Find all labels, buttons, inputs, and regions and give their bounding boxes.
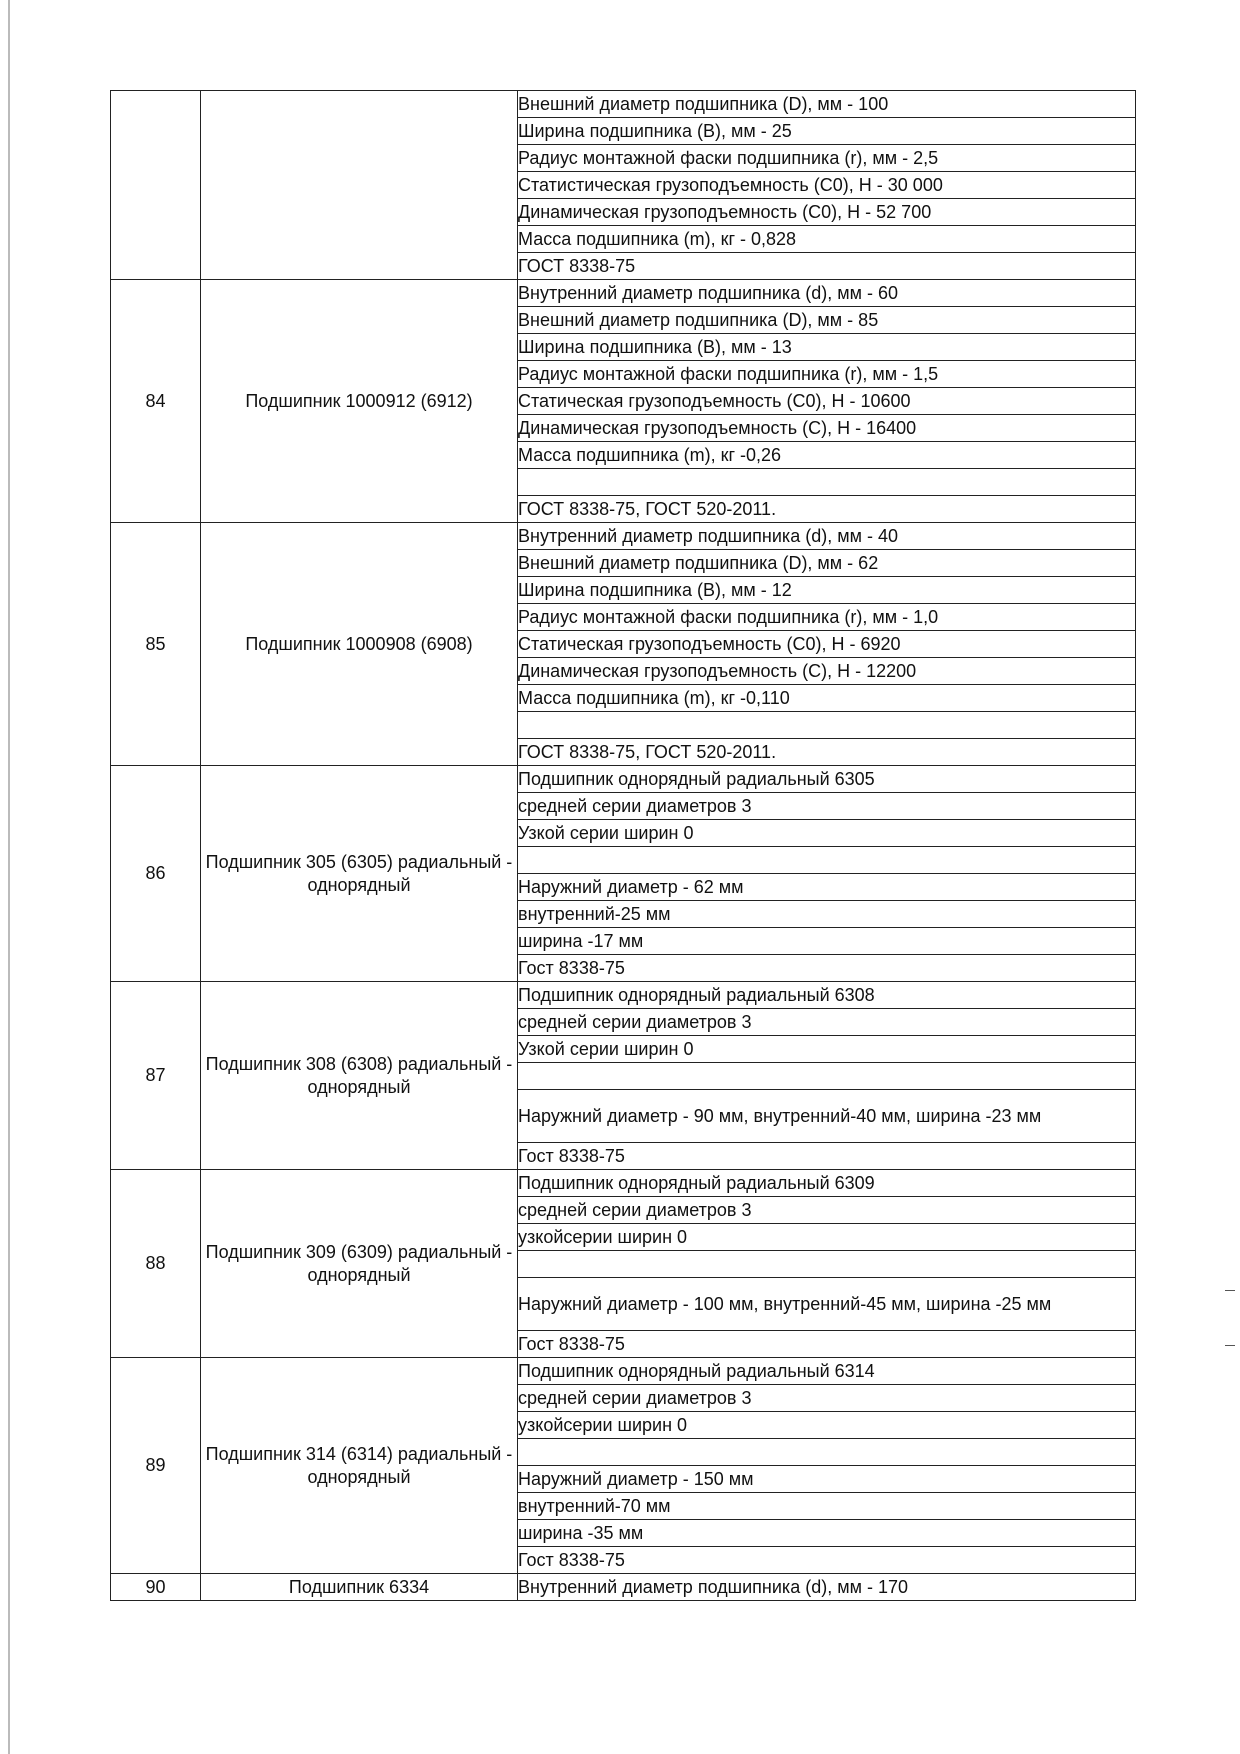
item-name: Подшипник 1000912 (6912) xyxy=(201,280,518,523)
table-row xyxy=(111,766,1136,793)
item-name: Подшипник 309 (6309) радиальный - однорядный xyxy=(201,1170,518,1358)
item-name: Подшипник 1000908 (6908) xyxy=(201,523,518,766)
item-property: Узкой серии ширин 0 xyxy=(518,1036,1136,1063)
item-number: 90 xyxy=(111,1574,201,1601)
item-property: средней серии диаметров 3 xyxy=(518,1009,1136,1036)
scan-edge-mark xyxy=(1225,1290,1235,1291)
item-name: Подшипник 314 (6314) радиальный - однорядный xyxy=(201,1358,518,1574)
spec-table-body xyxy=(111,91,1136,1601)
item-property: Динамическая грузоподъемность (C), H - 12200 xyxy=(518,658,1136,685)
item-property: Внешний диаметр подшипника (D), мм - 62 xyxy=(518,550,1136,577)
item-property xyxy=(518,847,1136,874)
item-property: Наружний диаметр - 150 мм xyxy=(518,1466,1136,1493)
item-property: Узкой серии ширин 0 xyxy=(518,820,1136,847)
item-name: Подшипник 308 (6308) радиальный - однорядный xyxy=(201,982,518,1170)
item-property: ГОСТ 8338-75 xyxy=(518,253,1136,280)
item-name xyxy=(201,91,518,280)
table-row xyxy=(111,91,1136,118)
table-row xyxy=(111,1170,1136,1197)
item-property: ширина -35 мм xyxy=(518,1520,1136,1547)
item-property: внутренний-25 мм xyxy=(518,901,1136,928)
item-property: Подшипник однорядный радиальный 6309 xyxy=(518,1170,1136,1197)
item-number: 88 xyxy=(111,1170,201,1358)
bearing-spec-table xyxy=(110,90,1136,1601)
item-property: Внутренний диаметр подшипника (d), мм - 170 xyxy=(518,1574,1136,1601)
item-property: Ширина подшипника (B), мм - 25 xyxy=(518,118,1136,145)
item-property: Наружний диаметр - 62 мм xyxy=(518,874,1136,901)
item-property: внутренний-70 мм xyxy=(518,1493,1136,1520)
item-property: ГОСТ 8338-75, ГОСТ 520-2011. xyxy=(518,496,1136,523)
item-property: Динамическая грузоподъемность (C), H - 16400 xyxy=(518,415,1136,442)
item-property: Масса подшипника (m), кг - 0,828 xyxy=(518,226,1136,253)
item-property: Радиус монтажной фаски подшипника (r), мм - 1,0 xyxy=(518,604,1136,631)
item-property: Масса подшипника (m), кг -0,26 xyxy=(518,442,1136,469)
table-row xyxy=(111,1574,1136,1601)
item-number: 85 xyxy=(111,523,201,766)
item-property: ГОСТ 8338-75, ГОСТ 520-2011. xyxy=(518,739,1136,766)
item-property: Статистическая грузоподъемность (C0), H - 30 000 xyxy=(518,172,1136,199)
item-property: Подшипник однорядный радиальный 6314 xyxy=(518,1358,1136,1385)
item-property: Гост 8338-75 xyxy=(518,1143,1136,1170)
item-property: Внутренний диаметр подшипника (d), мм - 40 xyxy=(518,523,1136,550)
item-property: средней серии диаметров 3 xyxy=(518,1385,1136,1412)
item-name: Подшипник 305 (6305) радиальный - однорядный xyxy=(201,766,518,982)
table-row xyxy=(111,280,1136,307)
item-property xyxy=(518,1251,1136,1278)
item-property xyxy=(518,1063,1136,1090)
table-row xyxy=(111,982,1136,1009)
item-property: Внешний диаметр подшипника (D), мм - 85 xyxy=(518,307,1136,334)
item-property: средней серии диаметров 3 xyxy=(518,1197,1136,1224)
item-property: Радиус монтажной фаски подшипника (r), мм - 2,5 xyxy=(518,145,1136,172)
item-property: Гост 8338-75 xyxy=(518,1331,1136,1358)
item-property: Ширина подшипника (B), мм - 13 xyxy=(518,334,1136,361)
item-number: 89 xyxy=(111,1358,201,1574)
item-property: Статическая грузоподъемность (C0), H - 10600 xyxy=(518,388,1136,415)
item-property: Гост 8338-75 xyxy=(518,955,1136,982)
item-property: Подшипник однорядный радиальный 6305 xyxy=(518,766,1136,793)
item-property: Подшипник однорядный радиальный 6308 xyxy=(518,982,1136,1009)
item-number: 84 xyxy=(111,280,201,523)
item-property: Ширина подшипника (B), мм - 12 xyxy=(518,577,1136,604)
item-property: Внутренний диаметр подшипника (d), мм - 60 xyxy=(518,280,1136,307)
table-row xyxy=(111,1358,1136,1385)
item-property: Гост 8338-75 xyxy=(518,1547,1136,1574)
item-number: 86 xyxy=(111,766,201,982)
item-number: 87 xyxy=(111,982,201,1170)
scan-edge-mark xyxy=(1225,1345,1235,1346)
item-name: Подшипник 6334 xyxy=(201,1574,518,1601)
item-property: средней серии диаметров 3 xyxy=(518,793,1136,820)
item-property xyxy=(518,469,1136,496)
item-property: узкойсерии ширин 0 xyxy=(518,1224,1136,1251)
scan-edge-mark xyxy=(8,0,10,1754)
item-property: Радиус монтажной фаски подшипника (r), мм - 1,5 xyxy=(518,361,1136,388)
item-property xyxy=(518,712,1136,739)
item-property: Масса подшипника (m), кг -0,110 xyxy=(518,685,1136,712)
item-property: узкойсерии ширин 0 xyxy=(518,1412,1136,1439)
item-number xyxy=(111,91,201,280)
item-property: Наружний диаметр - 100 мм, внутренний-45 мм, ширина -25 мм xyxy=(518,1278,1136,1331)
item-property: Внешний диаметр подшипника (D), мм - 100 xyxy=(518,91,1136,118)
table-row xyxy=(111,523,1136,550)
item-property: ширина -17 мм xyxy=(518,928,1136,955)
item-property xyxy=(518,1439,1136,1466)
item-property: Динамическая грузоподъемность (C0), H - 52 700 xyxy=(518,199,1136,226)
item-property: Наружний диаметр - 90 мм, внутренний-40 мм, ширина -23 мм xyxy=(518,1090,1136,1143)
item-property: Статическая грузоподъемность (C0), H - 6920 xyxy=(518,631,1136,658)
